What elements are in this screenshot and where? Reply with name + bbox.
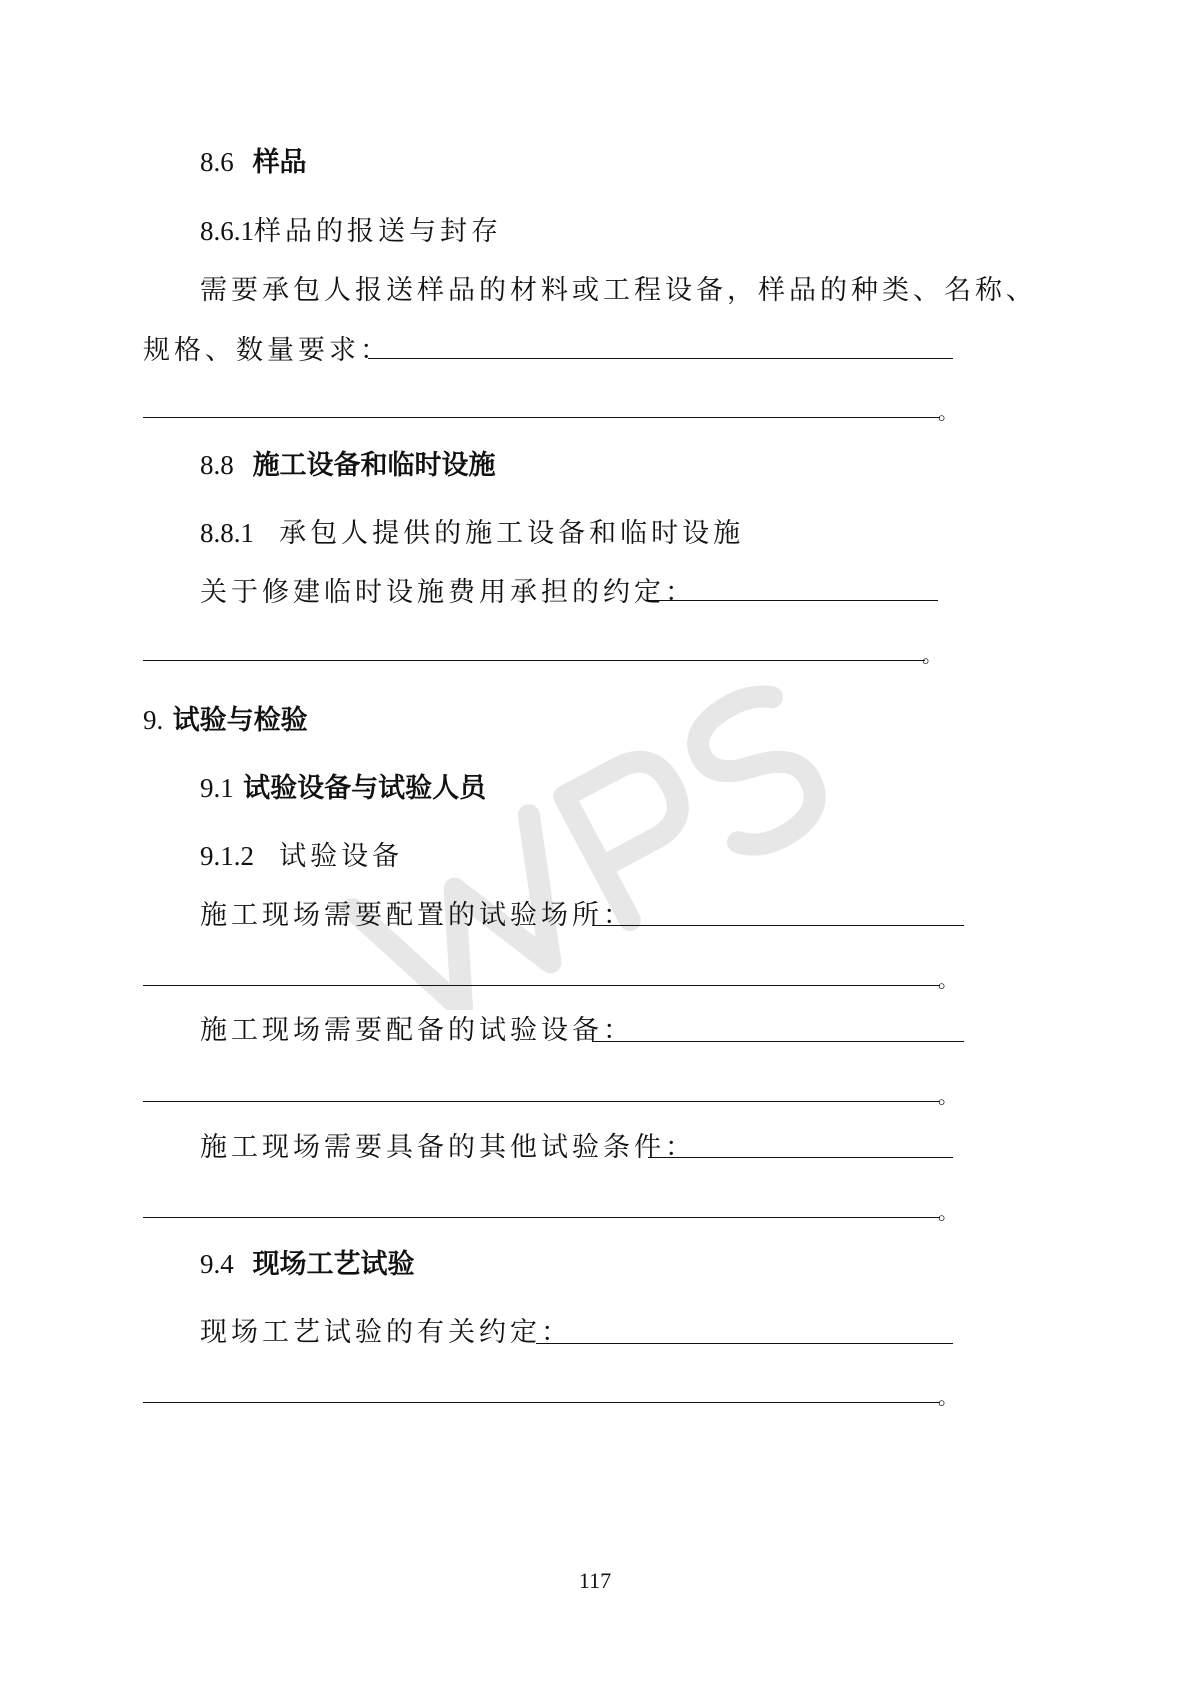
test-site-blank-2[interactable] [143, 985, 940, 986]
clause-8-6-1-heading [200, 213, 502, 250]
clause-title: 试验设备 [279, 841, 404, 872]
test-site-text: 施工现场需要配置的试验场所： [200, 900, 634, 931]
section-title: 试验与检验 [172, 705, 308, 736]
process-test-blank-1[interactable] [536, 1343, 953, 1344]
section-9-1-heading [200, 770, 486, 807]
clause-title: 承包人提供的施工设备和临时设施 [279, 518, 745, 549]
other-conditions-text: 施工现场需要具备的其他试验条件： [200, 1132, 696, 1163]
test-equipment-text: 施工现场需要配备的试验设备： [200, 1015, 634, 1046]
other-conditions-blank-2[interactable] [143, 1217, 940, 1218]
section-number: 9.1 [200, 773, 234, 803]
clause-8-8-1-heading [200, 515, 744, 552]
temp-facilities-blank-1[interactable] [648, 600, 938, 601]
period: 。 [938, 400, 958, 424]
section-title: 现场工艺试验 [252, 1249, 415, 1280]
section-8-8-heading [200, 447, 496, 484]
page-number: 117 [578, 1568, 612, 1593]
test-equipment-blank-1[interactable] [592, 1041, 964, 1042]
process-test-blank-2[interactable] [143, 1402, 940, 1403]
clause-number: 8.6.1 [200, 216, 254, 246]
clause-9-1-2-heading [200, 838, 403, 875]
clause-number: 9.1.2 [200, 841, 254, 871]
other-conditions-blank-1[interactable] [648, 1157, 953, 1158]
period: 。 [938, 968, 958, 992]
section-8-6-heading [200, 144, 307, 181]
period: 。 [938, 1200, 958, 1224]
wps-watermark [330, 680, 850, 1010]
period: 。 [922, 643, 942, 667]
temp-facilities-blank-2[interactable] [143, 660, 925, 661]
samples-text-line1: 需要承包人报送样品的材料或工程设备，样品的种类、名称、 [200, 275, 1037, 306]
test-equipment-blank-2[interactable] [143, 1101, 940, 1102]
test-site-blank-1[interactable] [592, 925, 964, 926]
temp-facilities-text: 关于修建临时设施费用承担的约定： [200, 577, 696, 608]
samples-blank-1[interactable] [368, 358, 953, 359]
clause-title: 样品的报送与封存 [254, 216, 502, 247]
section-title: 样品 [252, 147, 307, 178]
section-title: 试验设备与试验人员 [243, 773, 487, 804]
section-title: 施工设备和临时设施 [252, 450, 496, 481]
section-number: 8.8 [200, 450, 234, 480]
section-9-4-heading [200, 1246, 415, 1283]
section-number: 9.4 [200, 1249, 234, 1279]
section-number: 9. [143, 705, 164, 735]
samples-blank-2[interactable] [143, 417, 940, 418]
clause-number: 8.8.1 [200, 518, 254, 548]
period: 。 [938, 1084, 958, 1108]
section-9-heading [143, 702, 308, 739]
process-test-text: 现场工艺试验的有关约定： [200, 1317, 572, 1348]
samples-text-line2: 规格、数量要求： [143, 335, 391, 366]
section-number: 8.6 [200, 147, 234, 177]
period: 。 [938, 1385, 958, 1409]
